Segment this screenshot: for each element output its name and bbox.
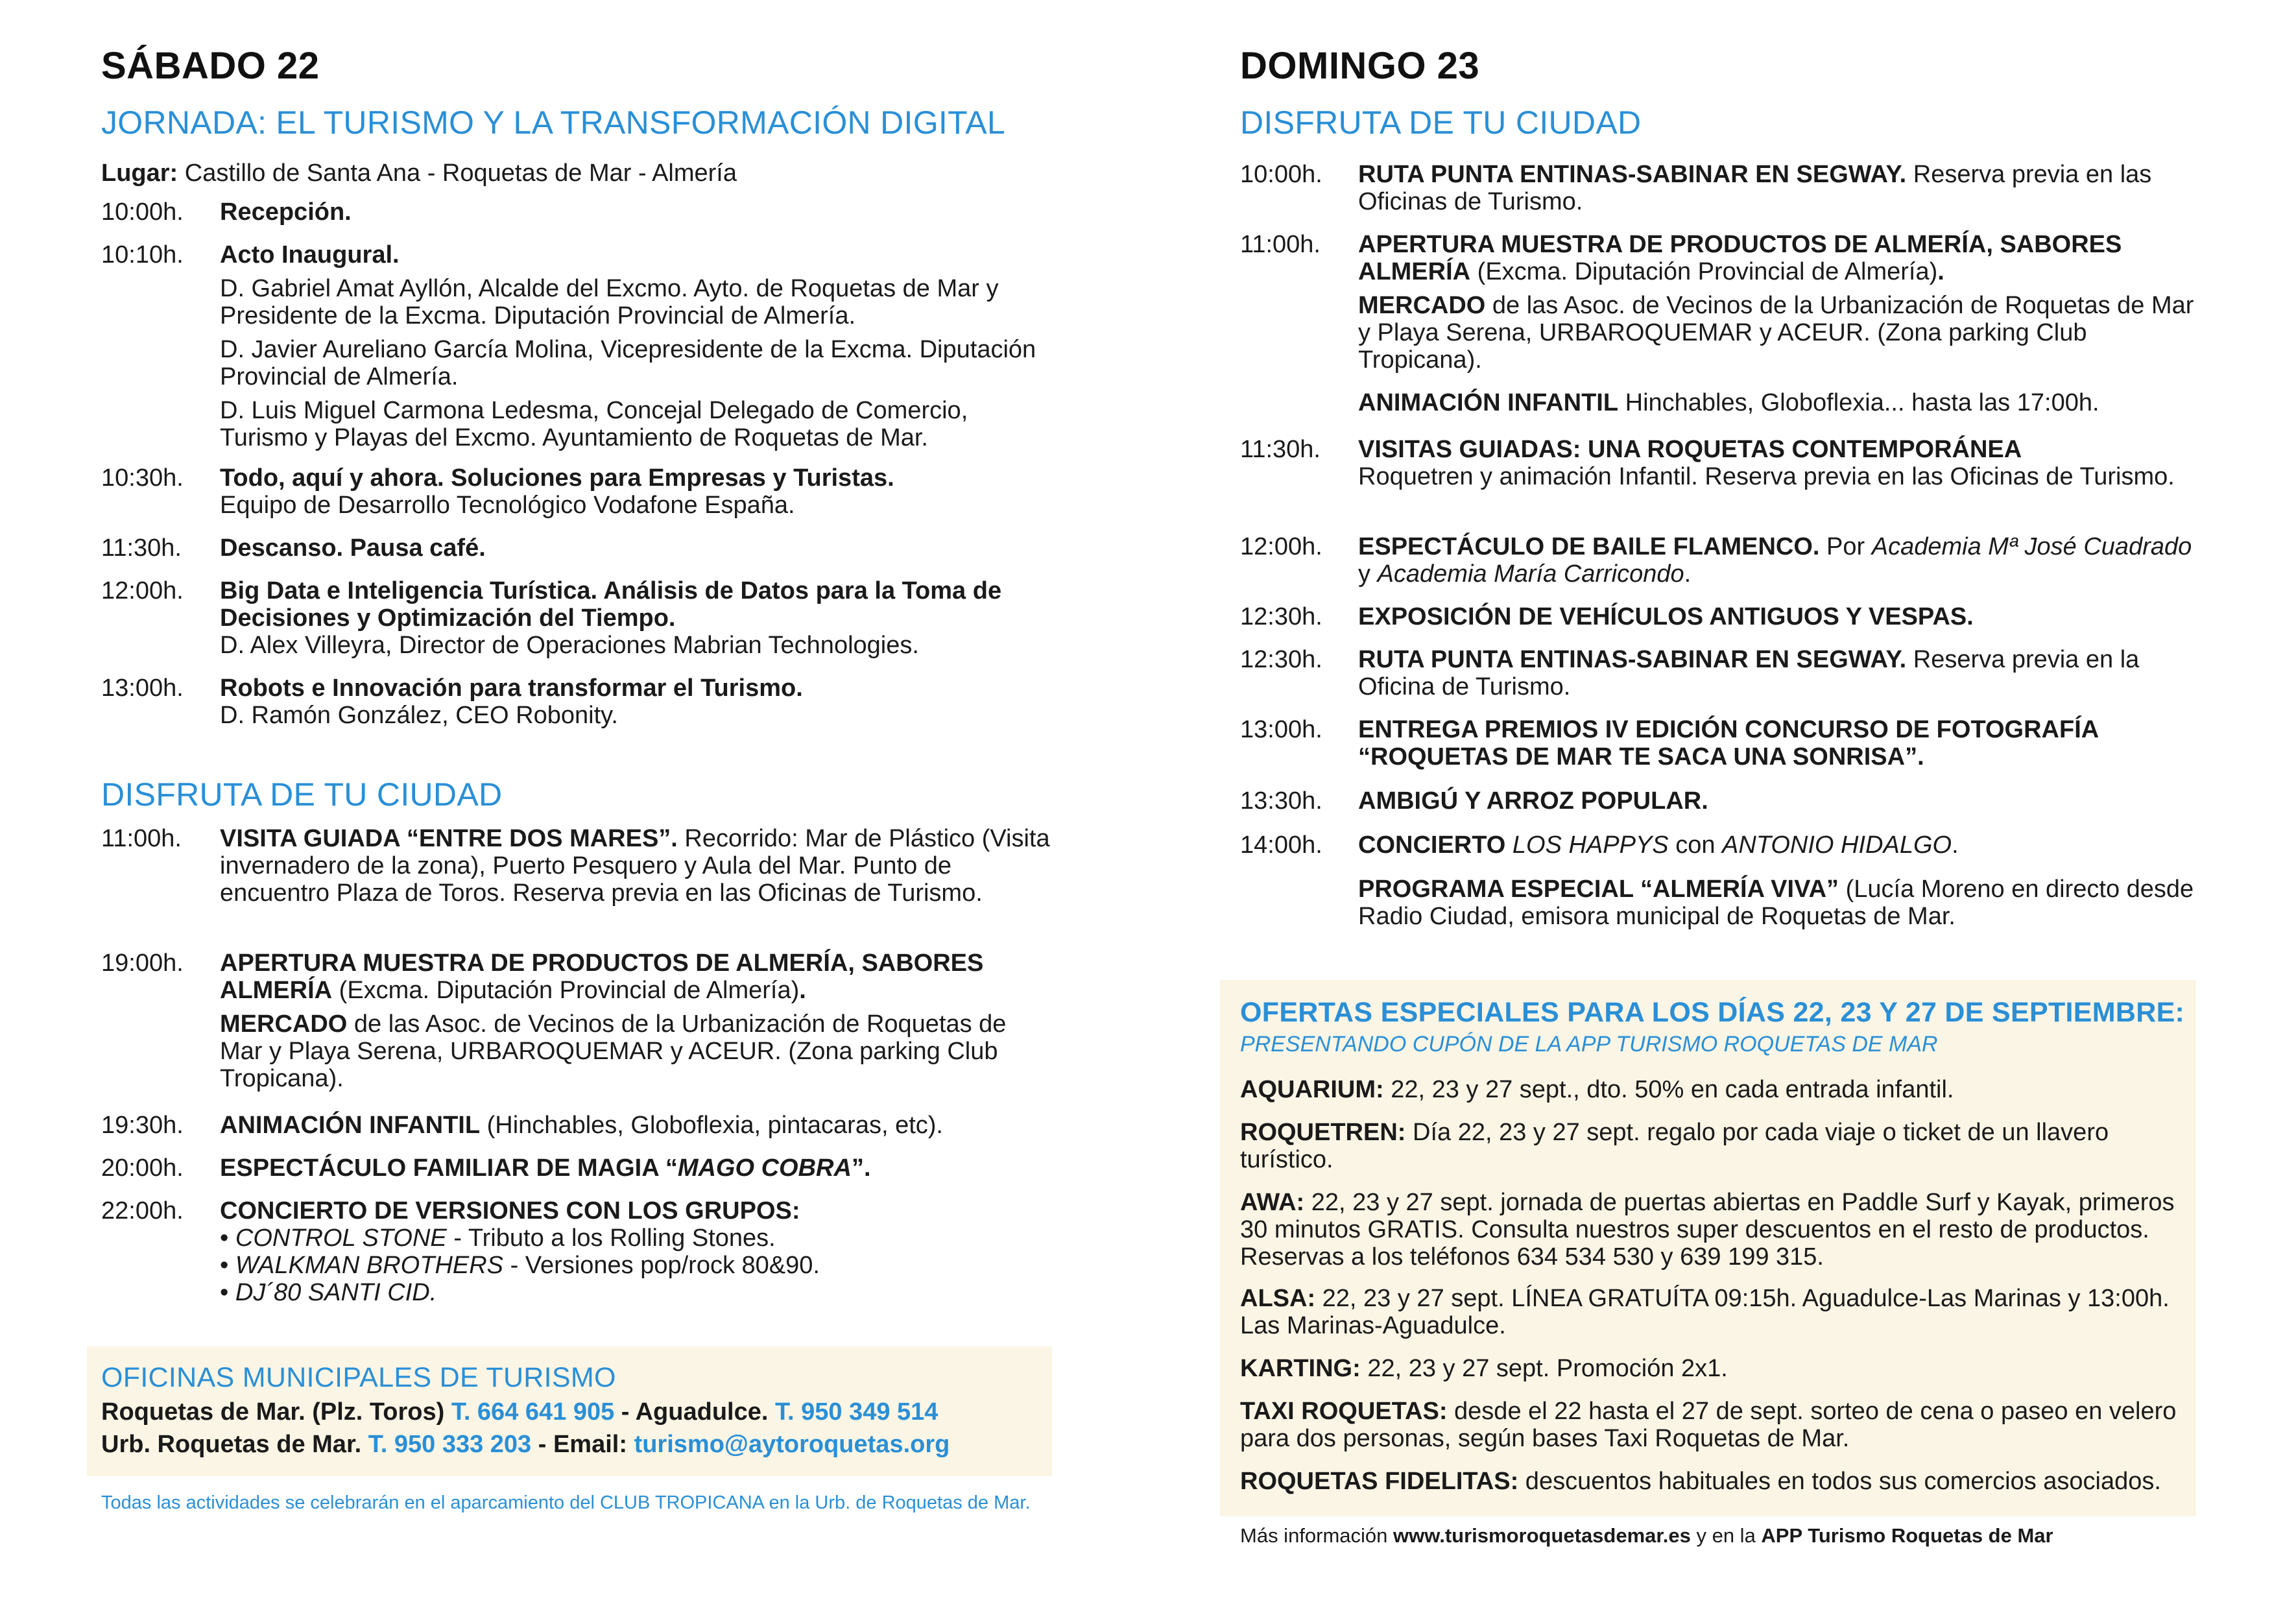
bullet-icon: • <box>220 1225 229 1252</box>
event-sun-1230-b <box>1240 646 2200 700</box>
bullet-icon: • <box>220 1279 229 1306</box>
event-title: EXPOSICIÓN DE VEHÍCULOS ANTIGUOS Y VESPAS. <box>1358 603 1974 630</box>
oferta-label: KARTING: <box>1240 1355 1361 1382</box>
event-sun-1400 <box>1240 831 2200 930</box>
event-desc: Recorrido: Mar de Plástico (Visita invernadero de la zona), Puerto Pesquero y Aula del Mar. Punto de encuentro Plaza de Toros. Reserva previa en las Oficinas de Turismo. <box>220 825 1050 907</box>
event-time: 11:30h. <box>101 534 182 562</box>
website-link[interactable]: www.turismoroquetasdemar.es <box>1393 1524 1691 1547</box>
saturday-title: SÁBADO 22 <box>101 45 320 87</box>
sunday-title: DOMINGO 23 <box>1240 45 1480 87</box>
band-desc: - Tributo a los Rolling Stones. <box>446 1225 776 1252</box>
event-end: . <box>1937 258 1944 285</box>
event-sun-1330 <box>1240 787 2200 815</box>
event-sat-1130 <box>101 534 1055 562</box>
program-title: PROGRAMA ESPECIAL “ALMERÍA VIVA” <box>1358 876 1839 903</box>
email-label: - Email: <box>531 1431 634 1458</box>
event-sat-1200 <box>101 577 1055 659</box>
oferta-label: ROQUETREN: <box>1240 1119 1406 1146</box>
speaker-line: D. Javier Aureliano García Molina, Vicepresidente de la Excma. Diputación Provincial de Almería. <box>220 336 1036 390</box>
event-desc: y <box>1358 560 1378 588</box>
oficinas-line-1 <box>101 1398 938 1426</box>
event-time: 13:00h. <box>1240 716 1322 743</box>
event-title: Acto Inaugural. <box>220 241 400 269</box>
event-time: 12:30h. <box>1240 603 1322 630</box>
event-time: 13:30h. <box>1240 787 1322 815</box>
more-info <box>1240 1524 2053 1547</box>
band-name: LOS HAPPYS <box>1512 831 1669 859</box>
event-time: 10:00h. <box>101 198 184 226</box>
event-sun-1300 <box>1240 716 2200 771</box>
event-desc <box>1505 831 1513 859</box>
event-time: 11:30h. <box>1240 436 1321 463</box>
more-info-text: Más información <box>1240 1524 1394 1547</box>
event-desc: Por <box>1819 533 1872 560</box>
event-title: ANIMACIÓN INFANTIL <box>220 1112 481 1139</box>
event-sub: D. Ramón González, CEO Robonity. <box>220 702 618 729</box>
bullet-item <box>220 1225 1055 1252</box>
band-name: WALKMAN BROTHERS <box>235 1252 504 1279</box>
oferta-text: 22, 23 y 27 sept. Promoción 2x1. <box>1360 1355 1728 1382</box>
event-sub: Equipo de Desarrollo Tecnológico Vodafone España. <box>220 492 795 519</box>
event-end: . <box>1684 560 1692 588</box>
event-desc: Reserva previa en la Oficina de Turismo. <box>1358 646 2140 700</box>
mercado-title: MERCADO <box>1358 292 1486 319</box>
event-time: 14:00h. <box>1240 831 1322 859</box>
anim-desc: Hinchables, Globoflexia... hasta las 17:00h. <box>1618 389 2099 416</box>
bullet-item <box>220 1252 1055 1279</box>
event-time: 11:00h. <box>1240 231 1321 258</box>
event-title: APERTURA MUESTRA DE PRODUCTOS DE ALMERÍA, SABORES ALMERÍA <box>220 950 984 1004</box>
event-time: 20:00h. <box>101 1154 184 1182</box>
event-end: . <box>799 977 806 1004</box>
oferta-label: ROQUETAS FIDELITAS: <box>1240 1468 1519 1495</box>
event-time: 19:00h. <box>101 950 184 977</box>
event-title: Todo, aquí y ahora. Soluciones para Empresas y Turistas. <box>220 464 894 492</box>
oferta-item <box>1240 1398 2181 1452</box>
event-end: ”. <box>851 1154 871 1182</box>
jornada-title: JORNADA: EL TURISMO Y LA TRANSFORMACIÓN DIGITAL <box>101 104 1006 141</box>
band-name: DJ´80 SANTI CID. <box>235 1279 437 1306</box>
event-title: RUTA PUNTA ENTINAS-SABINAR EN SEGWAY. <box>1358 646 1907 673</box>
band-desc: - Versiones pop/rock 80&90. <box>503 1252 820 1279</box>
phone-link[interactable]: T. 664 641 905 <box>451 1398 615 1426</box>
event-title: ESPECTÁCULO DE BAILE FLAMENCO. <box>1358 533 1820 560</box>
event-title: VISITA GUIADA “ENTRE DOS MARES”. <box>220 825 678 852</box>
event-title: AMBIGÚ Y ARROZ POPULAR. <box>1358 787 1708 815</box>
oferta-label: AWA: <box>1240 1189 1305 1216</box>
oficinas-box <box>87 1346 1052 1476</box>
event-end: . <box>1952 831 1959 859</box>
oferta-item <box>1240 1355 2181 1382</box>
event-time: 10:00h. <box>1240 161 1322 188</box>
ofertas-title: OFERTAS ESPECIALES PARA LOS DÍAS 22, 23 Y 27 DE SEPTIEMBRE: <box>1240 997 2185 1028</box>
office-name: Roquetas de Mar. (Plz. Toros) <box>101 1398 451 1426</box>
office-name: - Aguadulce. <box>614 1398 775 1426</box>
event-time: 12:30h. <box>1240 646 1322 673</box>
event-italic: MAGO COBRA <box>677 1154 852 1182</box>
event-title: Descanso. Pausa café. <box>220 534 486 562</box>
event-desc: (Excma. Diputación Provincial de Almería) <box>332 977 800 1004</box>
mercado-desc: de las Asoc. de Vecinos de la Urbanización de Roquetas de Mar y Playa Serena, URBAROQUEMAR y ACEUR. (Zona parking Club Tropicana). <box>1358 292 2194 374</box>
event-title: Recepción. <box>220 198 352 226</box>
phone-link[interactable]: T. 950 349 514 <box>774 1398 939 1426</box>
office-name: Urb. Roquetas de Mar. <box>101 1431 368 1458</box>
academy-name: Academia María Carricondo <box>1377 560 1684 588</box>
oferta-item <box>1240 1468 2181 1495</box>
event-sub: Roquetren y animación Infantil. Reserva previa en las Oficinas de Turismo. <box>1358 463 2175 490</box>
event-time: 12:00h. <box>1240 533 1322 560</box>
event-sat-2200 <box>101 1197 1055 1306</box>
oferta-text: 22, 23 y 27 sept., dto. 50% en cada entrada infantil. <box>1383 1076 1954 1103</box>
lugar <box>101 160 737 187</box>
program-desc: (Lucía Moreno en directo desde Radio Ciudad, emisora municipal de Roquetas de Mar. <box>1358 876 2194 930</box>
phone-link[interactable]: T. 950 333 203 <box>368 1431 532 1458</box>
event-time: 10:30h. <box>101 464 184 492</box>
lugar-label: Lugar: <box>101 160 178 187</box>
event-desc: (Hinchables, Globoflexia, pintacaras, etc). <box>480 1112 943 1139</box>
oficinas-title: OFICINAS MUNICIPALES DE TURISMO <box>101 1362 616 1393</box>
event-sun-1130 <box>1240 436 2200 490</box>
event-title: VISITAS GUIADAS: UNA ROQUETAS CONTEMPORÁNEA <box>1358 436 2022 463</box>
event-desc: con <box>1668 831 1723 859</box>
event-desc: (Excma. Diputación Provincial de Almería) <box>1470 258 1938 285</box>
band-name: CONTROL STONE <box>235 1225 447 1252</box>
academy-name: Academia Mª José Cuadrado <box>1871 533 2192 560</box>
event-title: ENTREGA PREMIOS IV EDICIÓN CONCURSO DE FOTOGRAFÍA “ROQUETAS DE MAR TE SACA UNA SONRISA”. <box>1358 716 2098 771</box>
ofertas-subtitle: PRESENTANDO CUPÓN DE LA APP TURISMO ROQUETAS DE MAR <box>1240 1032 1938 1057</box>
oficinas-line-2 <box>101 1431 950 1459</box>
disfruta-title-sat: DISFRUTA DE TU CIUDAD <box>101 776 503 813</box>
event-time: 12:00h. <box>101 577 184 604</box>
oferta-label: TAXI ROQUETAS: <box>1240 1398 1448 1425</box>
event-sun-1230-a <box>1240 603 2200 630</box>
speaker-line: D. Luis Miguel Carmona Ledesma, Concejal Delegado de Comercio, Turismo y Playas del Excmo. Ayuntamiento de Roquetas de Mar. <box>220 397 968 451</box>
oferta-item <box>1240 1119 2181 1173</box>
event-sun-1100 <box>1240 231 2200 416</box>
event-title: CONCIERTO DE VERSIONES CON LOS GRUPOS: <box>220 1197 800 1225</box>
event-sat-1010 <box>101 241 1055 451</box>
email-link[interactable]: turismo@aytoroquetas.org <box>634 1431 950 1458</box>
footnote: Todas las actividades se celebrarán en el aparcamiento del CLUB TROPICANA en la Urb. de Roquetas de Mar. <box>101 1492 1031 1513</box>
event-sat-1900 <box>101 950 1055 1092</box>
event-title: APERTURA MUESTRA DE PRODUCTOS DE ALMERÍA, SABORES ALMERÍA <box>1358 231 2122 285</box>
event-sun-1000 <box>1240 161 2200 215</box>
anim-title: ANIMACIÓN INFANTIL <box>1358 389 1619 416</box>
event-sat-1030 <box>101 464 1055 519</box>
disfruta-title-sun: DISFRUTA DE TU CIUDAD <box>1240 104 1642 141</box>
event-sun-1200 <box>1240 533 2200 588</box>
event-title: ESPECTÁCULO FAMILIAR DE MAGIA “ <box>220 1154 678 1182</box>
app-link[interactable]: APP Turismo Roquetas de Mar <box>1761 1524 2053 1547</box>
event-sat-1930 <box>101 1112 1055 1139</box>
event-time: 10:10h. <box>101 241 184 269</box>
event-title: RUTA PUNTA ENTINAS-SABINAR EN SEGWAY. <box>1358 161 1907 188</box>
bullet-icon: • <box>220 1252 229 1279</box>
event-sat-1300 <box>101 675 1055 729</box>
lugar-value: Castillo de Santa Ana - Roquetas de Mar - Almería <box>178 160 737 187</box>
oferta-text: descuentos habituales en todos sus comercios asociados. <box>1518 1468 2161 1495</box>
artist-name: ANTONIO HIDALGO <box>1722 831 1952 859</box>
bullet-item <box>220 1279 1055 1306</box>
oferta-text: 22, 23 y 27 sept. LÍNEA GRATUÍTA 09:15h. Aguadulce-Las Marinas y 13:00h. Las Marinas-Aguadulce. <box>1240 1285 2170 1339</box>
event-sat-1000 <box>101 198 1055 226</box>
event-title: Big Data e Inteligencia Turística. Análisis de Datos para la Toma de Decisiones y Optimización del Tiempo. <box>220 577 1002 632</box>
event-desc: Reserva previa en las Oficinas de Turismo. <box>1358 161 2152 215</box>
event-time: 22:00h. <box>101 1197 184 1225</box>
event-sub: D. Alex Villeyra, Director de Operaciones Mabrian Technologies. <box>220 632 919 659</box>
oferta-text: Día 22, 23 y 27 sept. regalo por cada viaje o ticket de un llavero turístico. <box>1240 1119 2109 1173</box>
speaker-line: D. Gabriel Amat Ayllón, Alcalde del Excmo. Ayto. de Roquetas de Mar y Presidente de la Excma. Diputación Provincial de Almería. <box>220 275 999 329</box>
oferta-text: 22, 23 y 27 sept. jornada de puertas abiertas en Paddle Surf y Kayak, primeros 30 minutos GRATIS. Consulta nuestros super descuentos en el resto de productos. Reservas a los teléfonos 634 534 530 y 639 199 315. <box>1240 1189 2175 1271</box>
oferta-item <box>1240 1189 2181 1271</box>
oferta-text: desde el 22 hasta el 27 de sept. sorteo de cena o paseo en velero para dos personas, según bases Taxi Roquetas de Mar. <box>1240 1398 2177 1452</box>
event-sat-1100 <box>101 825 1055 907</box>
ofertas-box <box>1220 980 2196 1516</box>
event-title: CONCIERTO <box>1358 831 1506 859</box>
event-time: 13:00h. <box>101 675 184 702</box>
more-info-text: y en la <box>1690 1524 1762 1547</box>
event-sat-2000 <box>101 1154 1055 1182</box>
mercado-title: MERCADO <box>220 1010 348 1038</box>
event-time: 19:30h. <box>101 1112 184 1139</box>
event-time: 11:00h. <box>101 825 182 852</box>
mercado-desc: de las Asoc. de Vecinos de la Urbanización de Roquetas de Mar y Playa Serena, URBAROQUEMAR y ACEUR. (Zona parking Club Tropicana). <box>220 1010 1007 1092</box>
oferta-label: ALSA: <box>1240 1285 1316 1312</box>
oferta-item <box>1240 1285 2181 1339</box>
event-title: Robots e Innovación para transformar el Turismo. <box>220 675 803 702</box>
oferta-item <box>1240 1076 2181 1103</box>
oferta-label: AQUARIUM: <box>1240 1076 1384 1103</box>
